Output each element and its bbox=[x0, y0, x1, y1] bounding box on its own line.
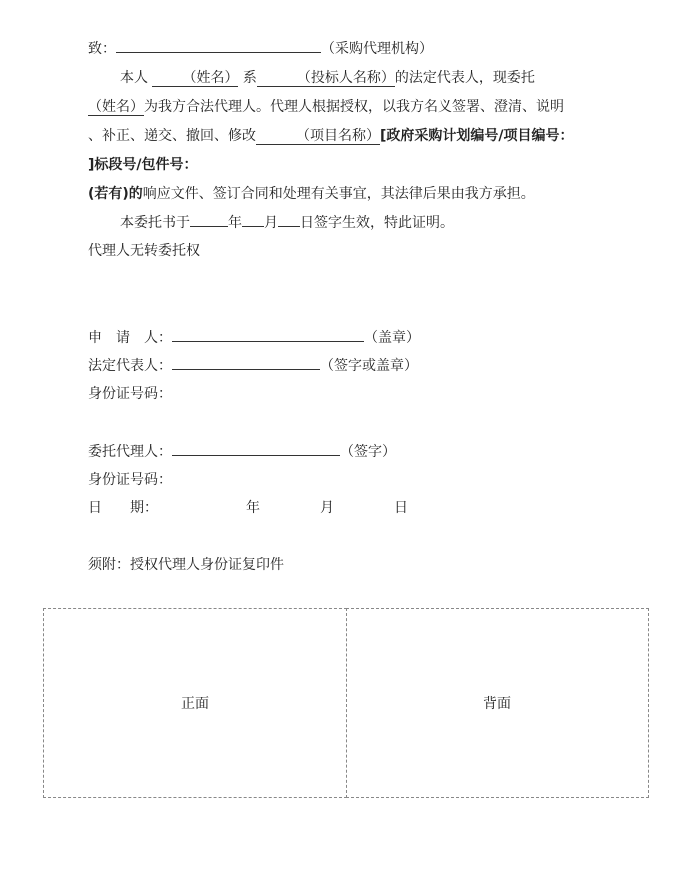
para7: 代理人无转委托权 bbox=[88, 243, 200, 259]
p5-bold: (若有)的 bbox=[88, 186, 143, 202]
p6-month: 月 bbox=[264, 215, 278, 231]
legal-rep-line bbox=[88, 355, 418, 376]
para6 bbox=[120, 212, 454, 233]
id-back-box bbox=[346, 608, 649, 798]
para5 bbox=[88, 184, 535, 204]
to-line bbox=[88, 38, 433, 59]
applicant-label: 申 请 人： bbox=[88, 330, 172, 346]
date-day: 日 bbox=[394, 500, 408, 516]
applicant-line bbox=[88, 327, 420, 348]
agency-blank[interactable] bbox=[116, 38, 321, 53]
legal-rep-suffix: （签字或盖章） bbox=[320, 358, 418, 374]
to-label: 致： bbox=[88, 41, 116, 57]
agent-label: 委托代理人： bbox=[88, 444, 172, 460]
p1-prefix: 本人 bbox=[120, 70, 148, 86]
agent-blank[interactable] bbox=[172, 441, 340, 456]
date-month: 月 bbox=[320, 500, 334, 516]
agent-line bbox=[88, 441, 396, 462]
p1-bidder[interactable]: （投标人名称） bbox=[257, 70, 395, 87]
id-front-box bbox=[43, 608, 347, 798]
id2-label: 身份证号码： bbox=[88, 472, 172, 488]
p1-mid: 系 bbox=[242, 70, 257, 86]
to-suffix: （采购代理机构） bbox=[321, 41, 433, 57]
applicant-blank[interactable] bbox=[172, 327, 364, 342]
p5-text: 响应文件、签订合同和处理有关事宜，其法律后果由我方承担。 bbox=[142, 186, 535, 202]
para3 bbox=[88, 126, 574, 146]
id1-label: 身份证号码： bbox=[88, 386, 172, 402]
para1 bbox=[120, 68, 535, 88]
p1-suffix: 的法定代表人，现委托 bbox=[394, 70, 535, 86]
p6-prefix: 本委托书于 bbox=[120, 215, 190, 231]
p3-bold: [政府采购计划编号/项目编号： bbox=[380, 128, 574, 144]
day-blank[interactable] bbox=[278, 212, 300, 227]
p3-project[interactable]: （项目名称） bbox=[256, 128, 380, 145]
date-label: 日 期： bbox=[88, 500, 158, 516]
date-year: 年 bbox=[246, 500, 260, 516]
back-label: 背面 bbox=[483, 696, 511, 712]
year-blank[interactable] bbox=[190, 212, 228, 227]
applicant-suffix: （盖章） bbox=[364, 330, 420, 346]
p2-text: 为我方合法代理人。代理人根据授权，以我方名义签署、澄清、说明 bbox=[144, 99, 564, 115]
p2-name[interactable]: （姓名） bbox=[88, 99, 144, 115]
para4: ]标段号/包件号： bbox=[88, 157, 198, 173]
legal-rep-blank[interactable] bbox=[172, 355, 320, 370]
legal-rep-label: 法定代表人： bbox=[88, 358, 172, 374]
date-line bbox=[88, 498, 408, 518]
p6-day: 日签字生效，特此证明。 bbox=[300, 215, 454, 231]
agent-suffix: （签字） bbox=[340, 444, 396, 460]
attachment-label: 须附：授权代理人身份证复印件 bbox=[88, 557, 284, 573]
p6-year: 年 bbox=[228, 215, 242, 231]
front-label: 正面 bbox=[181, 696, 209, 712]
p1-name[interactable]: （姓名） bbox=[152, 70, 238, 87]
para2 bbox=[88, 97, 564, 117]
month-blank[interactable] bbox=[242, 212, 264, 227]
p3-text: 、补正、递交、撤回、修改 bbox=[88, 128, 256, 144]
